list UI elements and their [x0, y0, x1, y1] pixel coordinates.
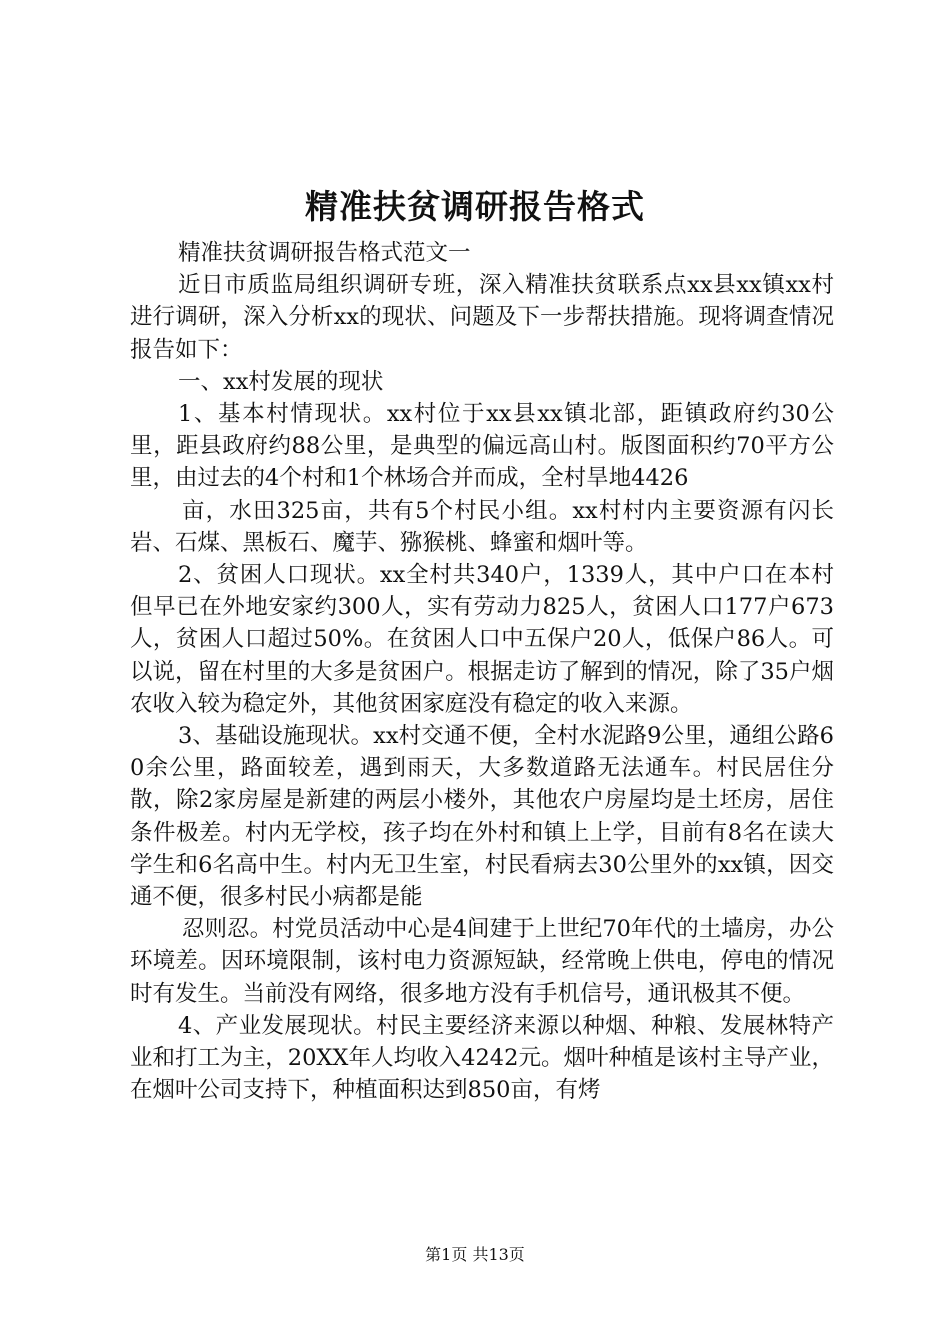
section-heading: 一、xx村发展的现状 — [178, 368, 384, 395]
paragraph-poverty-population: 2、贫困人口现状。xx全村共340户，1339人，其中户口在本村但早已在外地安家约300人，实有劳动力825人，贫困人口177户673人，贫困人口超过50%。在贫困人口中五保户20人，低保户86人。可以说，留在村里的大多是贫困户。根据走访了解到的情况，除了35户烟农收入较为稳定外，其他贫困家庭没有稳定的收入来源。 — [130, 562, 834, 717]
document-title: 精准扶贫调研报告格式 — [305, 187, 645, 226]
paragraph-intro: 近日市质监局组织调研专班，深入精准扶贫联系点xx县xx镇xx村进行调研，深入分析xx的现状、问题及下一步帮扶措施。现将调查情况报告如下： — [130, 272, 834, 363]
paragraph-subtitle: 精准扶贫调研报告格式范文一 — [178, 240, 471, 266]
document-body — [130, 237, 834, 1106]
paragraph-infrastructure: 3、基础设施现状。xx村交通不便，全村水泥路9公里，通组公路60余公里，路面较差，遇到雨天，大多数道路无法通车。村民居住分散，除2家房屋是新建的两层小楼外，其他农户房屋均是土坯房，居住条件极差。村内无学校，孩子均在外村和镇上上学，目前有8名在读大学生和6名高中生。村内无卫生室，村民看病去30公里外的xx镇，因交通不便，很多村民小病都是能 — [130, 723, 834, 911]
paragraph-basic-situation-cont: 亩，水田325亩，共有5个村民小组。xx村村内主要资源有闪长岩、石煤、黑板石、魔芋、猕猴桃、蜂蜜和烟叶等。 — [130, 497, 834, 556]
paragraph-infrastructure-cont: 忍则忍。村党员活动中心是4间建于上世纪70年代的土墙房，办公环境差。因环境限制，该村电力资源短缺，经常晚上供电，停电的情况时有发生。当前没有网络，很多地方没有手机信号，通讯极其不便。 — [130, 916, 834, 1007]
paragraph-industry: 4、产业发展现状。村民主要经济来源以种烟、种粮、发展林特产业和打工为主，20XX年人均收入4242元。烟叶种植是该村主导产业，在烟叶公司支持下，种植面积达到850亩，有烤 — [130, 1012, 834, 1104]
page-number: 第1页 共13页 — [425, 1245, 525, 1264]
paragraph-basic-situation: 1、基本村情现状。xx村位于xx县xx镇北部，距镇政府约30公里，距县政府约88公里，是典型的偏远高山村。版图面积约70平方公里，由过去的4个村和1个林场合并而成，全村旱地4426 — [130, 401, 834, 492]
